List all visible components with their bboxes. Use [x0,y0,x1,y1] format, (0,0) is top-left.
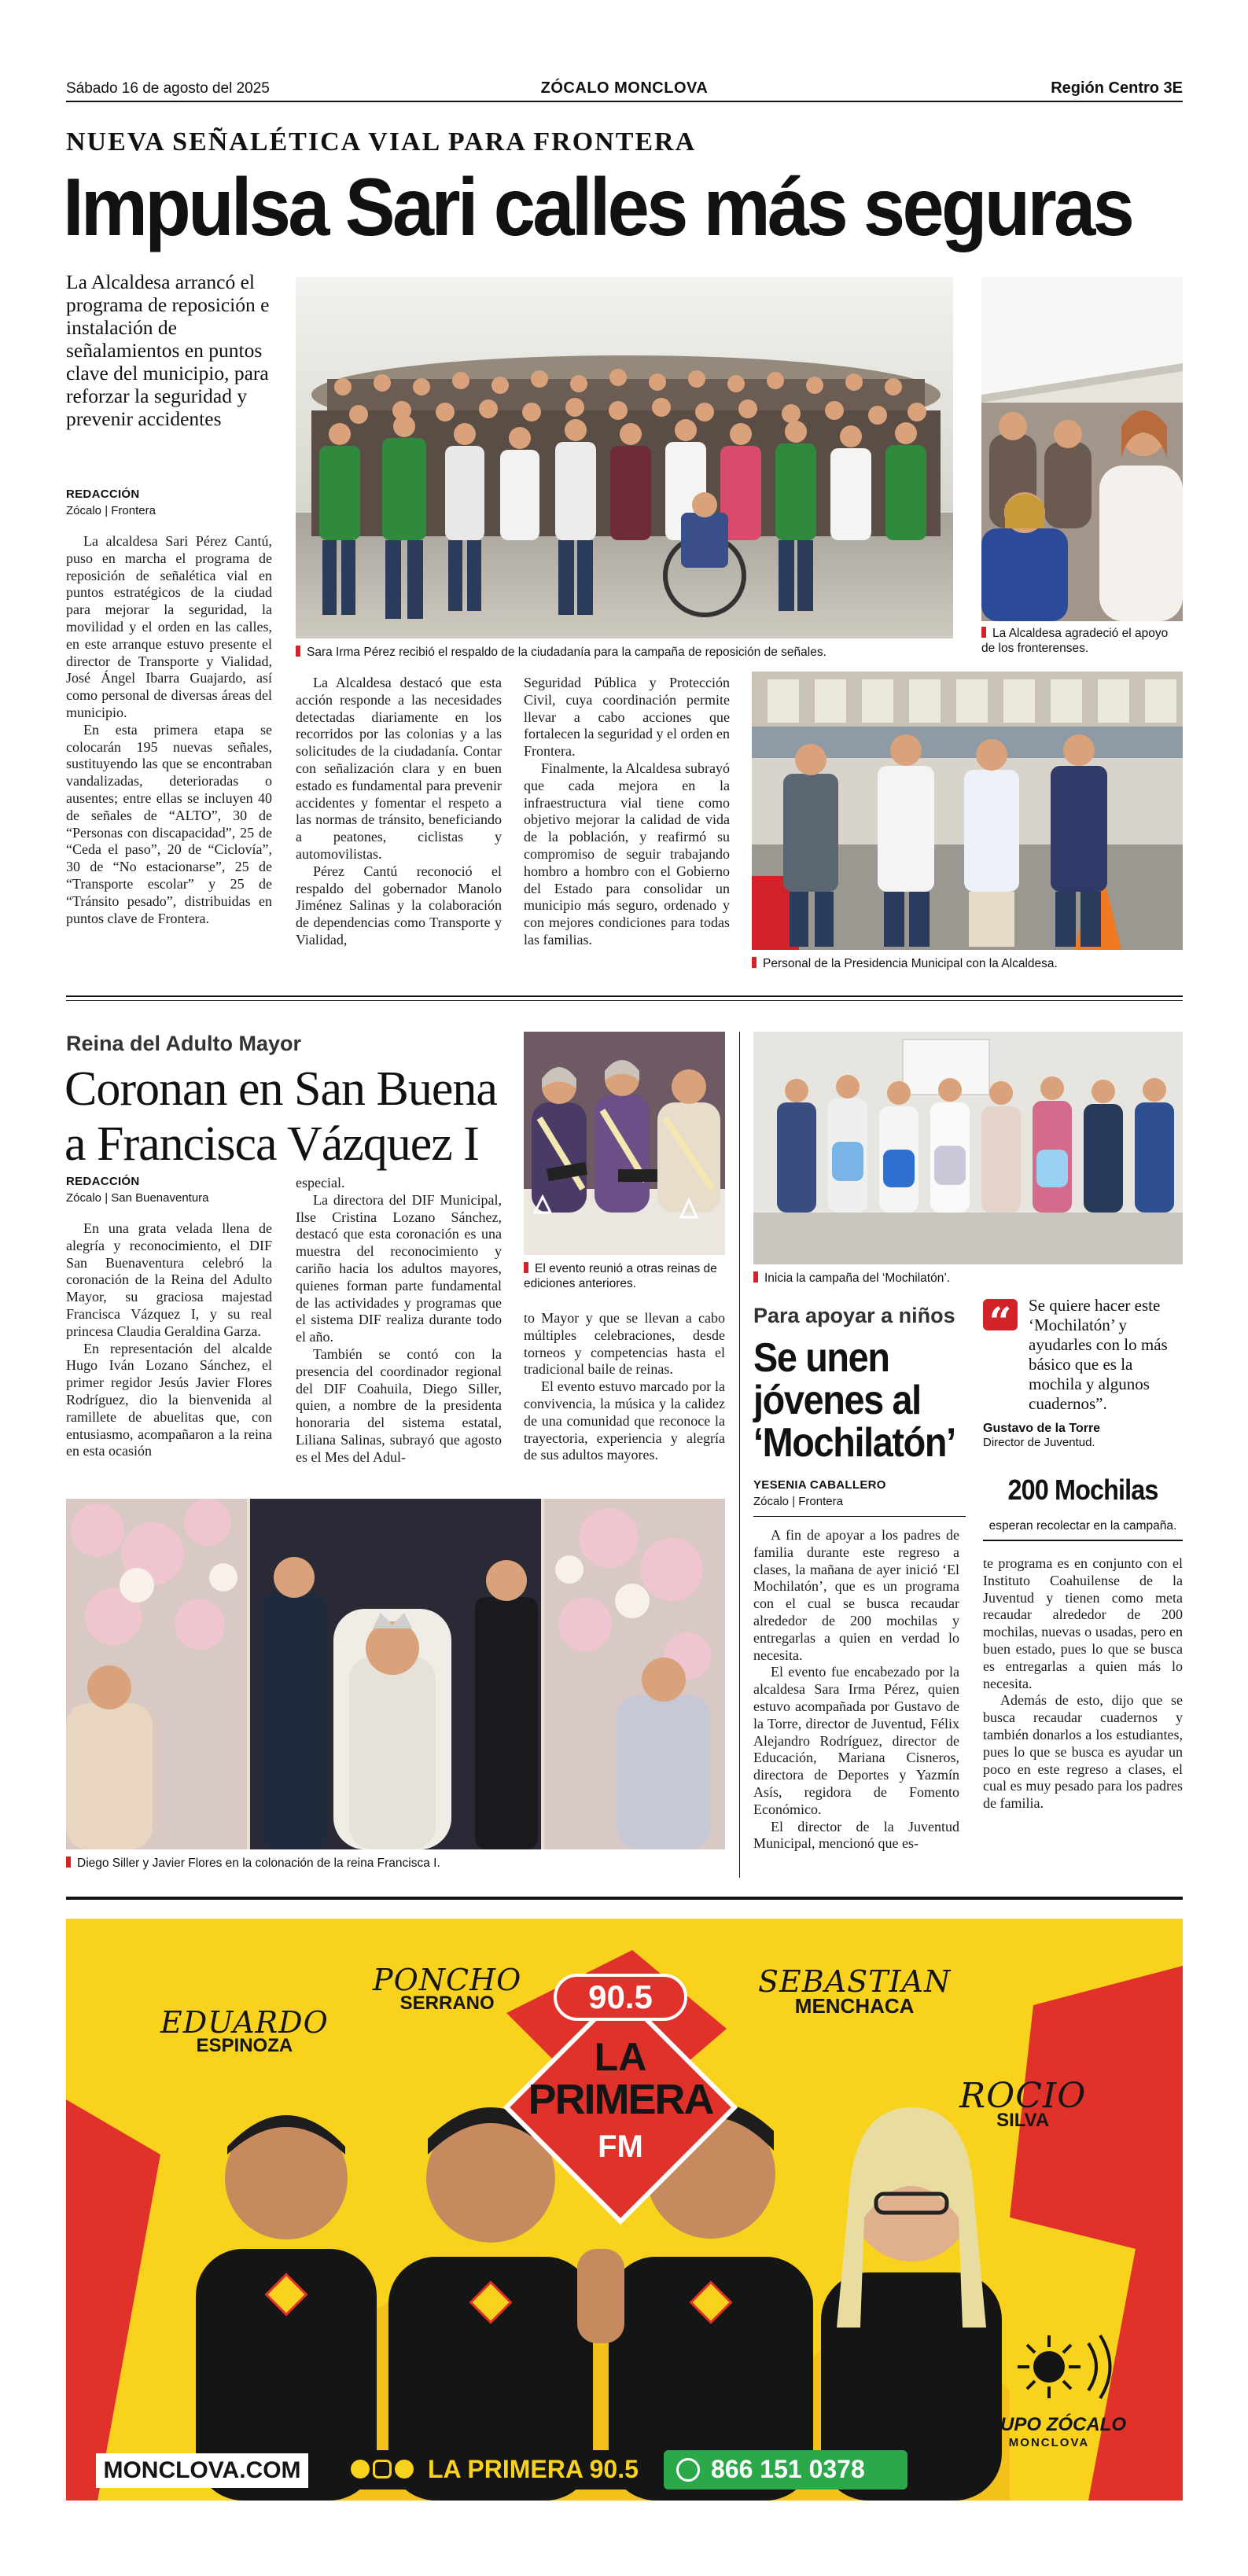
caption-text: Personal de la Presidencia Municipal con la Alcaldesa. [763,957,1058,970]
story2-headline: Coronan en San Buena a Francisca Vázquez I [64,1062,497,1171]
paragraph: te programa es en conjunto con el Instituto Coahuilense de la Juventud y tienen como meta recaudar alrededor de 200 mochilas, nuevas o usadas, pero en buen estado, pues lo que se busca es entregarlas a quien más lo necesita. [983,1555,1183,1691]
website-label[interactable]: MONCLOVA.COM [96,2453,308,2488]
quote-title: Director de Juventud. [983,1436,1095,1449]
paragraph: En una grata velada llena de alegría y reconocimiento, el DIF San Buenaventura celebró la coronación de la Reina del Adulto Mayor, su graciosa majestad Francisca Vázquez I, y su real princesa Claudia Geraldina Garza. [66,1220,272,1339]
host-sebastian [758,1964,951,2018]
story1-bottom-photo [752,672,1183,950]
logo-fm: FM [598,2129,643,2164]
page-header [66,75,1183,102]
social-handle: LA PRIMERA 90.5 [428,2455,639,2483]
story1-column-1 [66,533,272,927]
ad-divider [66,1897,1183,1900]
queens-image [524,1032,725,1255]
paragraph: El evento estuvo marcado por la convivencia, la música y la calidez de una comunidad que reconoce la trayectoria, experiencia y alegría de sus adultos mayores. [524,1378,725,1463]
headline-line: jóvenes al [753,1378,921,1423]
paragraph: El director de la Juventud Municipal, mencionó que es- [753,1818,959,1852]
story1-kicker: NUEVA SEÑALÉTICA VIAL PARA FRONTERA [66,127,697,156]
paragraph: La Alcaldesa destacó que esta acción responde a las necesidades detectadas diariamente en los recorridos por las colonias y a las solicitudes de la ciudadanía. Contar con señalización clara y en buen estado es fundamental para prevenir accidentes y fomentar el respeto a las normas de tránsito, beneficiando a peatones, ciclistas y automovilistas. [296,675,502,862]
column-divider [739,1032,740,1878]
section-divider [66,1000,1183,1001]
logo-la: LA [594,2035,647,2079]
paragraph: También se contó con la presencia del coordinador regional del DIF Coahuila, Diego Siller, quien, a nombre de la presidenta honoraria del sistema estatal, Liliana Salinas, subrayó que agosto es el Mes del Adul- [296,1345,502,1465]
paragraph: La directora del DIF Municipal, Ilse Cristina Lozano Sánchez, destacó que esta coronación es una muestra del reconocimiento y cariño hacia los adultos mayores, quienes forman parte fundamental de las actividades y programas que el sistema DIF realiza durante todo el año. [296,1191,502,1345]
story2-column-1 [66,1220,272,1460]
group-city: MONCLOVA [1008,2436,1090,2449]
caption-text: Diego Siller y Javier Flores en la colonación de la reina Francisca I. [77,1857,440,1870]
header-section: Región Centro 3E [1051,79,1183,97]
story3-headline [753,1337,966,1464]
paragraph: Finalmente, la Alcaldesa subrayó que cada mejora en la infraestructura vial tiene como objetivo mejorar la calidad de vida de la población, y reafirmó su compromiso de seguir trabajando hombro a hombro con el Gobierno del Estado para consolidar un municipio más seguro, ordenado y con mejores condiciones para todas las familias. [524,760,730,948]
story1-column-2 [296,675,502,949]
paragraph: A fin de apoyar a los padres de familia durante este regreso a clases, la mañana de ayer inició ‘El Mochilatón’, que es un programa con el cual se busca recaudar alrededor de 200 mochilas y entregarlas a quien en verdad lo necesita. [753,1527,959,1663]
stat-label: esperan recolectar en la campaña. [983,1519,1183,1541]
quote-icon: “ [983,1299,1018,1330]
caption-marker [981,627,986,638]
story1-side-caption [981,626,1183,656]
header-date: Sábado 16 de agosto del 2025 [66,80,270,97]
host-rocio [959,2076,1086,2132]
story2-queens-photo [524,1032,725,1255]
radio-advertisement[interactable] [66,1919,1183,2501]
byline-name: REDACCIÓN [66,488,140,501]
story3-photo [753,1032,1183,1264]
caption-marker [753,1271,758,1282]
paragraph: Además de esto, dijo que se busca recaudar cuadernos y también donarlos a los estudiantes, pues lo que se busca es ayudar un poco en este regreso a clases, el cual es muy pesado para los padres de familia. [983,1692,1183,1812]
paragraph: especial. [296,1175,345,1190]
host-first-name: EDUARDO [160,2005,329,2040]
station-frequency-badge: 90.5 [554,1974,687,2021]
story3-column-1 [753,1527,959,1853]
byline-place: Zócalo | Frontera [66,504,156,517]
whatsapp-icon [676,2458,700,2482]
host-first-name: SEBASTIAN [758,1964,952,1999]
caption-marker [524,1262,528,1273]
header-publication: ZÓCALO MONCLOVA [540,79,709,97]
story3-photo-caption [753,1271,1183,1286]
caption-marker [296,646,300,657]
paragraph: En representación del alcalde Hugo Iván Lozano Sánchez, el primer regidor Jesús Javier Flores Rodríguez, dio la bienvenida al ramillete de abuelitas que, con entusiasmo, acompañaron a la reina en esta ocasión [66,1340,272,1459]
caption-marker [66,1857,71,1868]
mochilaton-group-image [753,1032,1183,1264]
story2-queens-caption [524,1261,725,1291]
byline-name: REDACCIÓN [66,1175,140,1188]
quote-text: Se quiere hacer este ‘Mochilatón’ y ayudarles con lo más básico que es la mochila y algunos cuadernos”. [1029,1296,1168,1413]
story2-kicker: Reina del Adulto Mayor [66,1032,302,1055]
group-name: GRUPO ZÓCALO [972,2414,1126,2435]
host-last-name: SERRANO [399,1993,495,2014]
section-divider [66,995,1183,997]
host-first-name: ROCIO [959,2076,1087,2116]
host-eduardo [160,2005,329,2057]
social-icons [351,2460,414,2480]
story2-byline [66,1175,272,1205]
paragraph: En esta primera etapa se colocarán 195 nuevas señales, sustituyendo las que se encontraban vandalizadas, deterioradas o ausentes; entre ellas se incluyen 40 de señales de “ALTO”, 30 de “Personas con discapacidad”, 25 de “Ceda el paso”, 20 de “Ciclovía”, 30 de “No estacionarse”, 25 de “Transporte escolar” y 25 de “Tránsito pesado”, distribuidas en puntos clave de Frontera. [66,721,272,926]
story1-headline: Impulsa Sari calles más seguras [63,162,1132,253]
stat-number: 200 Mochilas [1007,1474,1158,1506]
story3-quote-box [983,1296,1183,1449]
caption-text: Sara Irma Pérez recibió el respaldo de la ciudadanía para la campaña de reposición de señales. [307,646,826,659]
host-poncho [373,1963,521,2015]
story2-column-3 [524,1310,725,1464]
story3-byline [753,1478,966,1517]
story1-bottom-caption [752,956,1183,971]
caption-text: Inicia la campaña del ‘Mochilatón’. [764,1271,951,1285]
paragraph: Pérez Cantú reconoció el respaldo del gobernador Manolo Jiménez Salinas y la colaboración de dependencias como Transporte y Vialidad, [296,863,502,948]
officials-group-image [752,672,1183,950]
facebook-icon [351,2460,370,2478]
byline-place: Zócalo | San Buenaventura [66,1191,209,1205]
story2-column-2 [296,1175,502,1466]
host-last-name: MENCHACA [794,1994,915,2018]
paragraph: Seguridad Pública y Protección Civil, cuya coordinación permite llevar a cabo acciones que fortalecen la seguridad y el orden en Frontera. [524,675,730,760]
byline-place: Zócalo | Frontera [753,1495,843,1508]
host-first-name: PONCHO [373,1963,522,1997]
crowd-photo-image [296,277,953,638]
headline-line: ‘Mochilatón’ [753,1420,955,1466]
logo-name: PRIMERA [528,2076,713,2123]
phone-number: 866 151 0378 [711,2455,865,2483]
story1-column-3 [524,675,730,949]
story1-byline [66,488,272,517]
paragraph: La alcaldesa Sari Pérez Cantú, puso en marcha el programa de reposición de señalética vial en puntos estratégicos de la ciudad para mejorar la seguridad, la movilidad y el orden en las calles, en este arranque estuvo presente el director de Transporte y Vialidad, José Ángel Ibarra Guajardo, así como personal de diversas áreas del municipio. [66,533,272,720]
alcaldesa-greeting-image [981,277,1183,621]
story2-coronation-caption [66,1856,725,1871]
host-last-name: ESPINOZA [196,2035,293,2056]
story3-column-2 [983,1555,1183,1812]
story3-kicker: Para apoyar a niños [753,1304,955,1327]
quote-name: Gustavo de la Torre [983,1422,1101,1435]
tiktok-icon [395,2460,414,2478]
headline-line: Se unen [753,1335,889,1381]
story1-main-caption [296,645,953,660]
story2-coronation-photo [66,1499,725,1849]
grupo-zocalo-logo [970,2414,1128,2449]
byline-name: YESENIA CABALLERO [753,1478,886,1492]
instagram-icon [373,2460,392,2478]
host-last-name: SILVA [996,2110,1050,2131]
coronation-image [66,1499,725,1849]
story1-side-photo [981,277,1183,621]
paragraph: to Mayor y que se llevan a cabo múltiples celebraciones, desde torneos y competencias hasta el tradicional baile de reinas. [524,1310,725,1378]
story1-deck: La Alcaldesa arrancó el programa de reposición e instalación de señalamientos en puntos clave del municipio, para reforzar la seguridad y prevenir accidentes [66,270,270,430]
station-logo-text [506,2037,734,2122]
paragraph: El evento fue encabezado por la alcaldesa Sara Irma Pérez, quien estuvo acompañada por Gustavo de la Torre, director de Juventud, Félix Alejandro Rodríguez, director de Educación, Mariana Cisneros, directora de Deportes y Yazmín Asís, regidora de Fomento Económico. [753,1664,959,1817]
whatsapp-bar[interactable] [664,2450,907,2490]
story1-main-photo [296,277,953,638]
caption-text: El evento reunió a otras reinas de ediciones anteriores. [524,1262,717,1290]
caption-marker [752,957,757,968]
caption-text: La Alcaldesa agradeció el apoyo de los fronterenses. [981,627,1169,655]
